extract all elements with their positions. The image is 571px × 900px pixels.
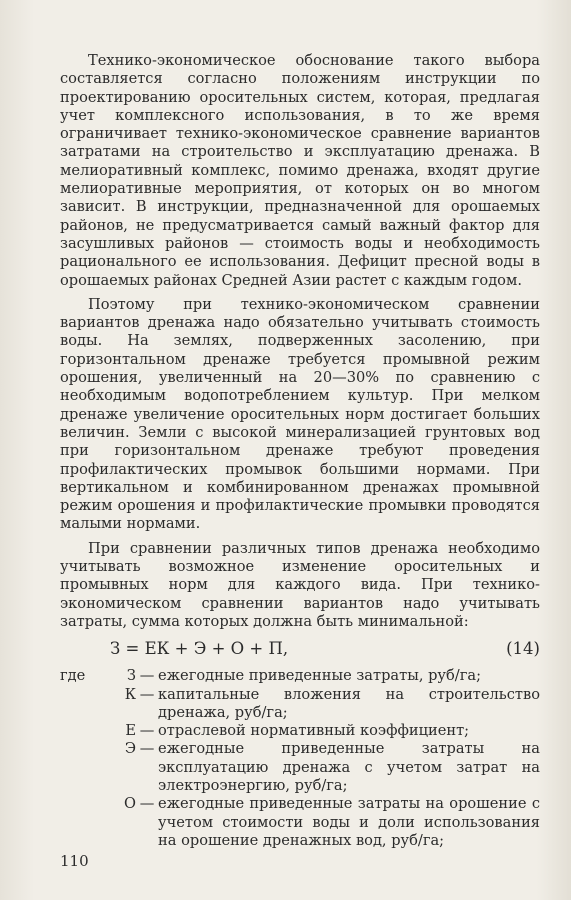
definition-item	[60, 667, 540, 685]
definition-prefix: где	[60, 667, 86, 685]
definition-prefix	[60, 686, 96, 723]
definition-dash: —	[139, 795, 155, 813]
definition-text: капитальные вложения на строительство дренажа, руб/га;	[158, 685, 540, 721]
definition-item	[60, 686, 540, 723]
definition-prefix	[60, 795, 96, 850]
definition-symbol: Э	[124, 740, 136, 758]
paragraph-2: Поэтому при технико-экономическом сравнении вариантов дренажа надо обязательно учитывать стоимость воды. На землях, подверженных засолению, при горизонтальном дренаже требуется промывной режим орошения, увеличенный на 20—30% по сравнению с необходимым водопотреблением культур. При мелком дренаже увеличение оросительных норм достигает больших величин. Земли с высокой минерализацией грунтовых вод при горизонтальном дренаже требуют проведения профилактических промывок большими нормами. При вертикальном и комбинированном дренажах промывной режим орошения и профилактические промывки проводятся малыми нормами.	[60, 295, 540, 533]
formula	[110, 639, 540, 659]
definition-dash: —	[139, 685, 155, 703]
definition-text: ежегодные приведенные затраты на орошение с учетом стоимости воды и доли использования на орошение дренажных вод, руб/га;	[158, 795, 540, 849]
definitions-list	[60, 667, 540, 850]
definition-dash: —	[139, 667, 155, 685]
paragraph-3: При сравнении различных типов дренажа необходимо учитывать возможное изменение оросительных и промывных норм для каждого вида. При технико-экономическом сравнении вариантов надо учитывать затраты, сумма которых должна быть минимальной:	[60, 539, 540, 630]
page-number: 110	[60, 852, 89, 870]
page-body	[60, 52, 540, 850]
formula-number: (14)	[506, 639, 540, 659]
definition-text: ежегодные приведенные затраты, руб/га;	[158, 667, 481, 685]
definition-text: ежегодные приведенные затраты на эксплуатацию дренажа с учетом затрат на электроэнергию, руб/га;	[158, 740, 540, 794]
definition-item	[60, 722, 540, 740]
definition-symbol: О	[124, 795, 136, 813]
definition-dash: —	[139, 740, 155, 758]
paragraph-1: Технико-экономическое обоснование такого выбора составляется согласно положениям инструкции по проектированию оросительных систем, которая, предлагая учет комплексного использования, в то же время ограничивает технико-экономическое сравнение вариантов затратами на строительство и эксплуатацию дренажа. В мелиоративный комплекс, помимо дренажа, входят другие мелиоративные мероприятия, от которых он во многом зависит. В инструкции, предназначенной для орошаемых районов, не предусматривается самый важный фактор для засушливых районов — стоимость воды и необходимость рационального ее использования. Дефицит пресной воды в орошаемых районах Средней Азии растет с каждым годом.	[60, 52, 540, 289]
definition-item	[60, 795, 540, 850]
formula-expression: З = ЕК + Э + О + П,	[110, 639, 289, 659]
definition-prefix	[60, 740, 96, 795]
definition-text: отраслевой нормативный коэффициент;	[158, 722, 470, 740]
definition-prefix	[60, 722, 96, 740]
definition-symbol: Е	[125, 722, 136, 740]
definition-item	[60, 740, 540, 795]
definition-symbol: К	[124, 685, 136, 703]
definition-symbol: З	[126, 667, 136, 685]
definition-dash: —	[139, 722, 155, 740]
